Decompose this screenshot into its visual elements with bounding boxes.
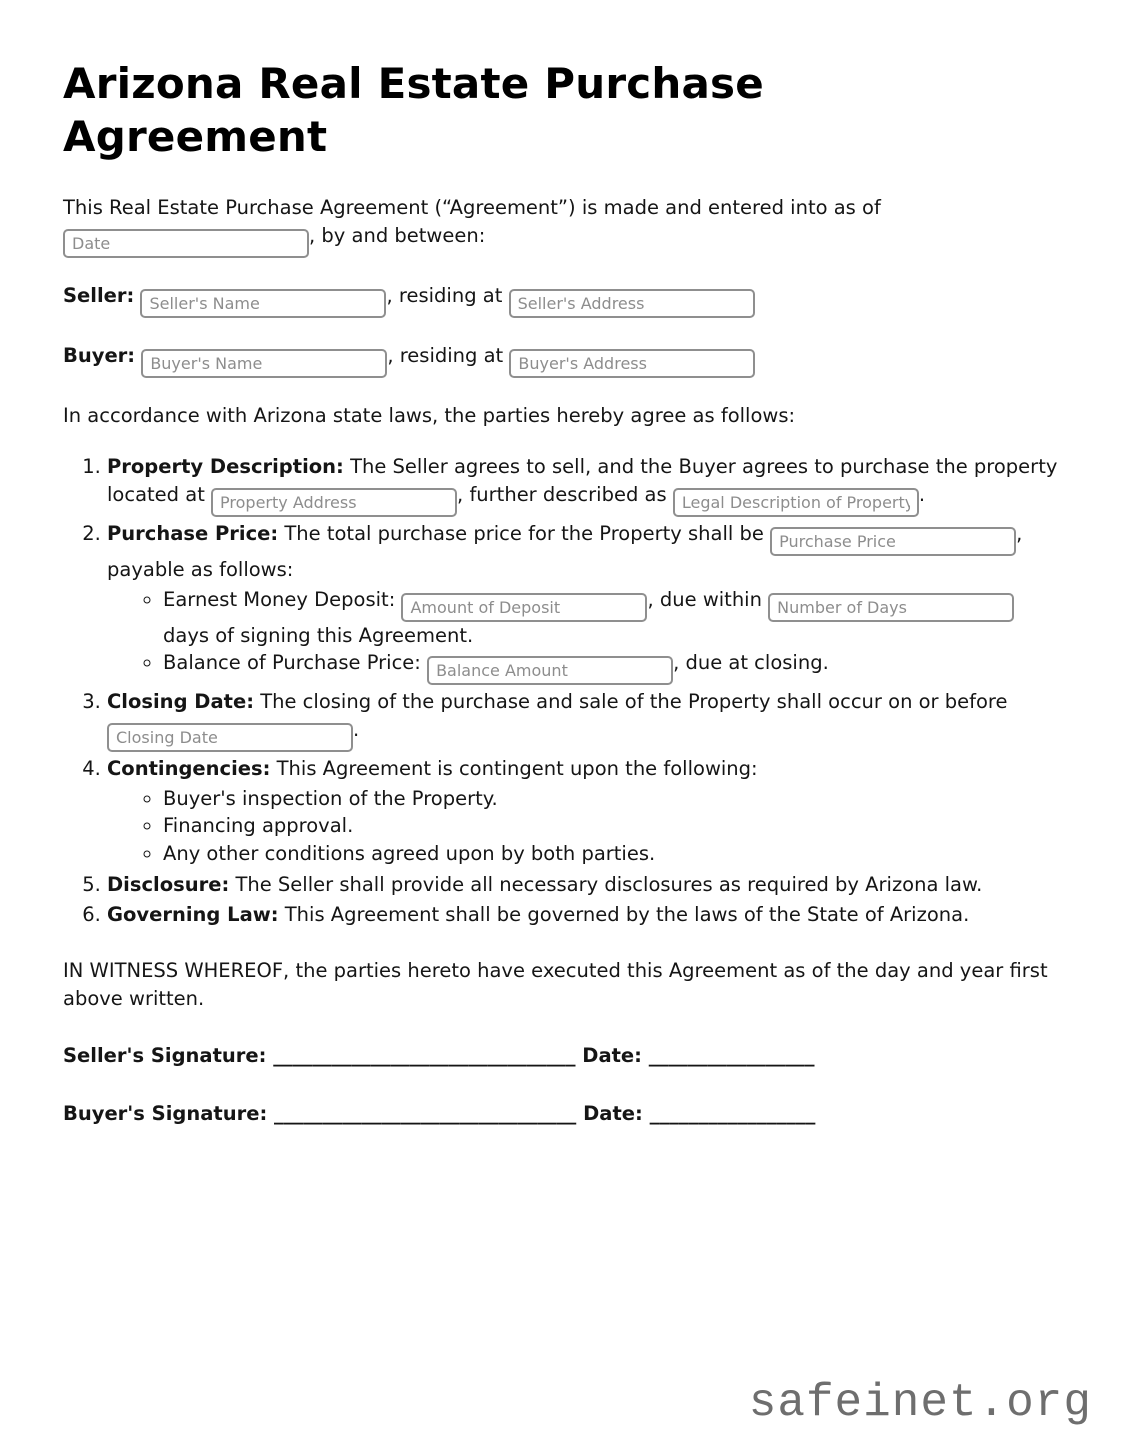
- buyer-signature-line: _______________________________: [274, 1102, 577, 1126]
- intro-text-before-date: This Real Estate Purchase Agreement (“Agreement”) is made and entered into as of: [63, 195, 881, 219]
- buyer-label: Buyer:: [63, 343, 136, 367]
- seller-address-input[interactable]: [509, 289, 755, 318]
- seller-middle-text: , residing at: [386, 283, 503, 307]
- accord-paragraph: In accordance with Arizona state laws, the parties hereby agree as follows:: [63, 403, 796, 427]
- closing-date-input[interactable]: [107, 723, 353, 752]
- earnest-money-item: [163, 586, 1061, 650]
- term-governing-law: [107, 901, 1061, 929]
- term-price-text-1: The total purchase price for the Property shall be: [284, 521, 764, 545]
- date-input[interactable]: [63, 229, 309, 258]
- buyer-date-label: Date:: [583, 1102, 643, 1126]
- seller-date-label: Date:: [582, 1044, 642, 1068]
- term-governing-text: This Agreement shall be governed by the laws of the State of Arizona.: [284, 903, 970, 927]
- earnest-days-text: days of signing this Agreement.: [163, 623, 474, 647]
- term-closing-date: [107, 688, 1061, 752]
- payment-sublist: [107, 586, 1061, 686]
- seller-date-line: _________________: [648, 1044, 815, 1068]
- number-of-days-input[interactable]: [768, 593, 1014, 622]
- term-property-lead: Property Description:: [107, 455, 344, 479]
- balance-label: Balance of Purchase Price:: [163, 651, 421, 675]
- contingency-inspection: ◦ Buyer's inspection of the Property.: [163, 785, 1061, 813]
- term-contingencies-text: This Agreement is contingent upon the following:: [276, 756, 758, 780]
- purchase-price-input[interactable]: [770, 527, 1016, 556]
- intro-text-after-date: , by and between:: [309, 223, 486, 247]
- term-purchase-price: [107, 520, 1061, 685]
- term-governing-lead: Governing Law:: [107, 903, 279, 927]
- term-price-lead: Purchase Price:: [107, 521, 279, 545]
- contingency-financing: ◦ Financing approval.: [163, 812, 1061, 840]
- buyer-signature-label: Buyer's Signature:: [63, 1102, 268, 1126]
- term-property-description: [107, 453, 1061, 517]
- seller-row: [63, 282, 1061, 318]
- earnest-due-within-text: , due within: [647, 587, 762, 611]
- seller-signature-label: Seller's Signature:: [63, 1044, 267, 1068]
- buyer-address-input[interactable]: [509, 349, 755, 378]
- buyer-date-line: _________________: [649, 1102, 816, 1126]
- contingency-other: ◦ Any other conditions agreed upon by both parties.: [163, 840, 1061, 868]
- seller-name-input[interactable]: [140, 289, 386, 318]
- term-contingencies: [107, 755, 1061, 868]
- intro-paragraph: [63, 194, 1061, 258]
- buyer-name-input[interactable]: [141, 349, 387, 378]
- term-disclosure: [107, 871, 1061, 899]
- term-disclosure-text: The Seller shall provide all necessary disclosures as required by Arizona law.: [235, 872, 983, 896]
- term-disclosure-lead: Disclosure:: [107, 872, 230, 896]
- term-property-text-2: , further described as: [457, 482, 667, 506]
- buyer-signature-row: [63, 1100, 1061, 1128]
- seller-signature-row: [63, 1042, 1061, 1070]
- term-closing-period: .: [353, 717, 360, 741]
- witness-paragraph: IN WITNESS WHEREOF, the parties hereto have executed this Agreement as of the day and year first above written.: [63, 959, 1048, 1010]
- deposit-amount-input[interactable]: [401, 593, 647, 622]
- term-property-period: .: [918, 482, 926, 506]
- balance-amount-input[interactable]: [427, 656, 673, 685]
- contingencies-sublist: [107, 785, 1061, 868]
- term-closing-text: The closing of the purchase and sale of the Property shall occur on or before: [260, 690, 1008, 714]
- term-price-text-2: , payable as follows:: [107, 521, 1023, 581]
- term-closing-lead: Closing Date:: [107, 690, 255, 714]
- legal-description-input[interactable]: [673, 488, 919, 517]
- watermark-safeinet: safeinet.org: [748, 1377, 1092, 1429]
- earnest-label: Earnest Money Deposit:: [163, 587, 396, 611]
- term-contingencies-lead: Contingencies:: [107, 756, 271, 780]
- buyer-row: [63, 342, 1061, 378]
- terms-list: [63, 453, 1061, 929]
- buyer-middle-text: , residing at: [387, 343, 504, 367]
- balance-due-text: , due at closing.: [673, 651, 829, 675]
- term-property-text-1: The Seller agrees to sell, and the Buyer agrees to purchase the property located at: [107, 455, 1058, 506]
- property-address-input[interactable]: [211, 488, 457, 517]
- balance-item: [163, 649, 1061, 685]
- seller-signature-line: _______________________________: [273, 1044, 576, 1068]
- seller-label: Seller:: [63, 283, 135, 307]
- page-title: Arizona Real Estate Purchase Agreement: [63, 59, 764, 161]
